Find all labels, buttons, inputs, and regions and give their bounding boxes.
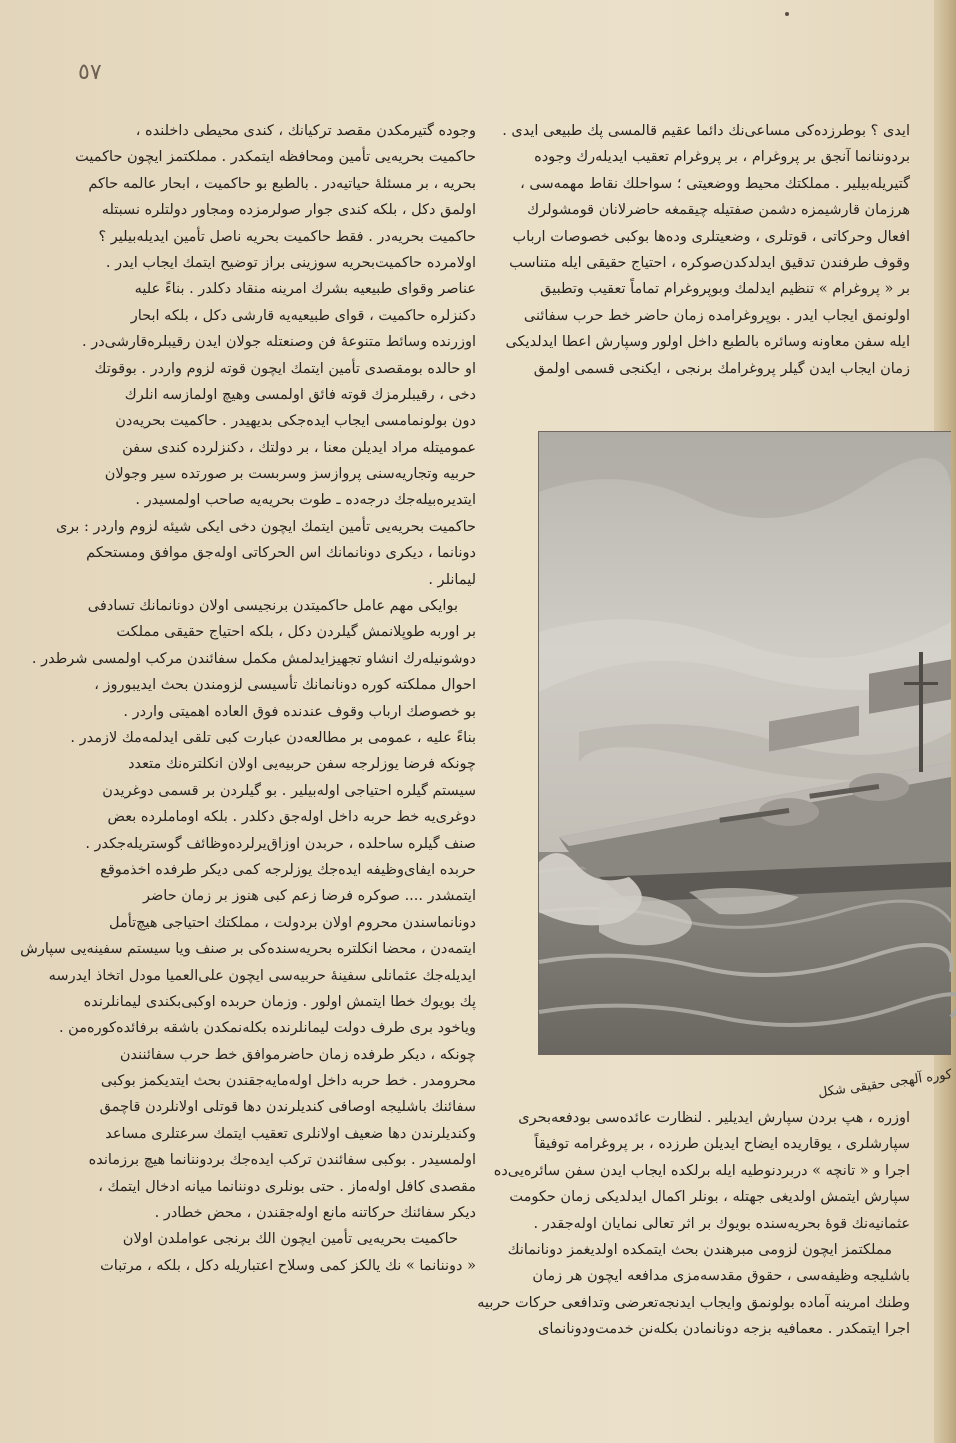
- text-line: عناصر وقوای طبیعیه بشرك امرینه منقاد دکلدر . بناءً علیه: [134, 281, 476, 298]
- text-line: ایتمشدر .... صوکره فرضا زعم کبی هنوز بر زمان حاضر: [142, 888, 476, 905]
- text-line: حاکمیت بحریه‌یی تأمین ومحافظه ایتمکدر . مملکتمز ایچون حاکمیت: [75, 149, 476, 166]
- text-line: ایله سفن معاونه وسائره بالطبع داخل اولور وسپارش اعطا ایدلدیکی: [505, 334, 910, 351]
- text-line: دونانماسندن محروم اولان بردولت ، مملکتك احتیاجی هیچ‌تأمل: [108, 914, 476, 931]
- text-line: بر « پروغرام » تنظیم ایدلمك وبوپروغرام تماماً تعقیب وتطبیق: [540, 281, 910, 298]
- text-line: چونکه ، دیکر طرفده زمان حاضرموافق خط حرب سفائنندن: [119, 1046, 476, 1063]
- right-column-bottom-text: [477, 1105, 910, 1343]
- text-line: باشلیجه وظیفه‌سی ، حقوق مقدسه‌مزی مدافعه ایچون هر زمان: [532, 1268, 910, 1285]
- text-line: سیستم گیلره احتیاجی اوله‌بیلیر . بو گیلردن بر قسمی دوغریدن: [102, 782, 476, 799]
- text-line: عثمانیه‌نك قوهٔ بحریه‌سنده بویوك بر اثر تعالی نمایان اوله‌جقدر .: [533, 1215, 910, 1232]
- text-line: اولونمق ایجاب ایدر . بوپروغرامده زمان حاضر خط حرب سفائنی: [523, 307, 910, 324]
- text-line: احوال مملکته کوره دونانمانك تأسیسی لزومندن بحث ایدیبوروز ،: [94, 677, 476, 694]
- illustration-caption: کوره ‌آلهجی حقیقی شکل: [817, 1067, 953, 1101]
- text-line: چونکه فرضا یوزلرجه سفن حربیه‌یی اولان انکلتره‌نك متعدد: [128, 756, 476, 773]
- text-line: اولامرده حاکمیت‌بحریه سوزینی براز توضیح ایتمك ایجاب ایدر .: [105, 254, 476, 271]
- text-line: بوایکی مهم عامل حاکمیتدن برنجیسی اولان دونانمانك تسادفی: [87, 598, 458, 615]
- text-line: ایدیله‌جك عثمانلی سفینهٔ حربیه‌سی ایچون علی‌العمیا مودل اتخاذ ایدرسه: [48, 967, 476, 984]
- text-line: دیکر سفائنك حرکاتنه مانع اوله‌جقندن ، محض خطادر .: [154, 1205, 476, 1222]
- text-line: حاکمیت بحریه‌در . فقط حاکمیت بحریه ناصل تأمین ایدیله‌بیلیر ؟: [98, 228, 476, 245]
- text-line: او حالده بومقصدی تأمین ایتمك ایچون قوته لزوم واردر . بوقوتك: [94, 360, 476, 377]
- text-line: وکندیلرندن دها ضعیف اولانلری تعقیب ایتمك سرعتلری مساعد: [105, 1125, 476, 1142]
- text-line: بحریه ، بر مسئلهٔ حیاتیه‌در . بالطبع بو حاکمیت ، ابحار عالمه حاکم: [88, 175, 476, 192]
- text-line: دونانما ، دیکری دونانمانك اس الحرکاتی اوله‌جق موافق ومستحکم: [86, 545, 476, 562]
- text-line: لیمانلر .: [428, 571, 476, 588]
- text-line: صنف گیلره ساحلده ، حربدن اوزاق‌یرلرده‌وظائف گوستریله‌جکدر .: [85, 835, 476, 852]
- text-line: اولمق دکل ، بلکه کندی جوار صولرمزده ومجاور دولتلره نسبتله: [101, 202, 476, 219]
- text-line: پك بویوك خطا ایتمش اولور . وزمان حربده اوکبی‌بکندی لیمانلرنده: [83, 993, 476, 1010]
- text-line: اجرا و « تانچه » دربردنوطیه ایله برلکده ایجاب ایدن سفن سائره‌یی‌ده: [493, 1162, 910, 1179]
- text-line: وجوده گتیرمکدن مقصد ترکیانك ، کندی محیطی داخلنده ،: [135, 123, 476, 139]
- text-line: سپارشلری ، یوقاریده ایضاح ایدیلن طرزده ، بر پروغرامه توفیقاً: [534, 1136, 910, 1153]
- text-line: حربیه وتجاریه‌سنی پروازسز وسربست بر صورتده سیر وجولان: [104, 466, 476, 483]
- text-line: سفائنك باشلیجه اوصافی کندیلرندن دها قوتلی اولانلردن قاچمق: [99, 1099, 476, 1116]
- text-line: وطنك امرینه آماده بولونمق وایجاب ایدنجه‌تعرضی وتدافعی حرکات حربیه: [477, 1294, 910, 1311]
- ink-speck: [785, 12, 789, 16]
- text-line: « دوننانما » نك یالکز کمی وسلاح اعتباریله دکل ، بلکه ، مرتبات: [100, 1257, 476, 1274]
- text-line: حاکمیت بحریه‌یی تأمین ایچون الك برنجی عواملدن اولان: [122, 1231, 458, 1248]
- text-line: زمان ایجاب ایدن گیلر پروغرامك برنجی ، ایکنجی قسمی اولمق: [533, 360, 910, 377]
- text-line: بر اوربه طوپلانمش گیلردن دکل ، بلکه احتیاج حقیقی مملکت: [116, 624, 476, 641]
- text-line: هرزمان قارشیمزه دشمن صفتیله چیقمغه حاضرلانان قومشولرك: [527, 202, 910, 219]
- text-line: دوشونیله‌رك انشاو تجهیزایدلمش مکمل سفائندن مرکب اولمسی شرطدر .: [31, 650, 476, 667]
- right-column-top-text: [498, 118, 910, 382]
- text-line: بناءً علیه ، عمومی بر مطالعه‌دن عبارت کبی تلقی ایدلمه‌مك لازمدر .: [70, 729, 476, 746]
- battleship-illustration: [538, 431, 951, 1055]
- text-line: ایتدیره‌بیله‌جك درجه‌ده ـ طوت بحریه‌یه صاحب اولمسیدر .: [135, 492, 476, 509]
- text-line: اوزره ، هپ بردن سپارش ایدیلیر . لنظارت عائده‌سی بودفعه‌بحری: [518, 1110, 910, 1126]
- text-line: دوغری‌یه خط حربه داخل اوله‌جق دکلدر . بلکه اوماملرده بعض: [107, 809, 476, 826]
- text-line: دخی ، رقیبلرمزك قوته فائق اولمسی وهیچ اولمازسه انلرك: [124, 386, 476, 403]
- page-number: ٥٧: [78, 60, 102, 85]
- left-column-text: [20, 118, 476, 1279]
- text-line: محرومدر . خط حربه داخل اوله‌مایه‌جقندن بحث ایتدیکمز بوکبی: [100, 1073, 476, 1090]
- text-line: سپارش ایتمش اولدیغی جهتله ، بونلر اکمال ایدلدیکی زمان حکومت: [509, 1189, 910, 1206]
- text-line: اوزرنده وسائط متنوعهٔ فن وصنعتله جولان ایدن رقیبلره‌قارشی‌در .: [82, 334, 476, 351]
- text-line: حربده ایفای‌وظیفه ایده‌جك یوزلرجه کمی دیکر طرفده اخذموقع: [100, 861, 476, 878]
- text-line: ایدی ؟ بوطرزده‌کی مساعی‌نك دائما عقيم قالمسی پك طبیعی ایدی .: [502, 123, 910, 139]
- text-line: اجرا ایتمکدر . معمافیه بزجه دونانمادن بکله‌نن خدمت‌ودونانمای: [538, 1321, 910, 1338]
- text-line: ویاخود بری طرف دولت لیمانلرنده بکله‌نمکدن باشقه برفائده‌کوره‌من .: [58, 1020, 476, 1037]
- text-line: گتیریله‌بیلیر . مملکتك محیط ووضعیتی ؛ سواحلك نقاط مهمه‌سی ،: [520, 175, 910, 192]
- text-line: افعال وحرکاتی ، قوتلری ، وضعیتلری وده‌ها بوکبی خصوصات ارباب: [512, 228, 910, 245]
- text-line: ایتمه‌دن ، محضا انکلتره بحریه‌سنده‌کی بر صنف ویا سیستم سفینه‌یی سپارش: [20, 941, 476, 958]
- text-line: وقوف طرفندن تدقیق ایدلدکدن‌صوکره ، احتیاج حقیقی ایله متناسب: [509, 254, 910, 271]
- text-line: بردوننانما آنجق بر پروغرام ، بر پروغرام تعقیب ایدیله‌رك وجوده: [534, 149, 910, 166]
- text-line: مقصدی کافل اوله‌ماز . حتی بونلری دوننانما میانه ادخال ایتمك ،: [98, 1178, 476, 1195]
- text-line: بو خصوصك ارباب وقوف عندنده فوق العاده اهمیتی واردر .: [123, 703, 476, 720]
- text-line: اولمسیدر . بوکبی سفائندن ترکب ایده‌جك بردوننانما هیچ برزمانده: [88, 1152, 476, 1169]
- text-line: دون بولونمامسی ایجاب ایده‌جکی بدیهیدر . حاکمیت بحریه‌دن: [115, 413, 476, 430]
- text-line: دکنزلره حاکمیت ، قوای طبیعیه‌یه قارشی دکل ، بلکه ابحار: [130, 307, 476, 324]
- text-line: عمومیتله مراد ایدیلن معنا ، بر دولتك ، دکنزلرده کندی سفن: [122, 439, 476, 456]
- text-line: مملکتمز ایچون لزومی مبرهندن بحث ایتمکده اولدیغمز دونانمانك: [507, 1241, 892, 1258]
- text-line: حاکمیت بحریه‌یی تأمین ایتمك ایچون دخی ایکی شیئه لزوم واردر : بری: [55, 518, 476, 535]
